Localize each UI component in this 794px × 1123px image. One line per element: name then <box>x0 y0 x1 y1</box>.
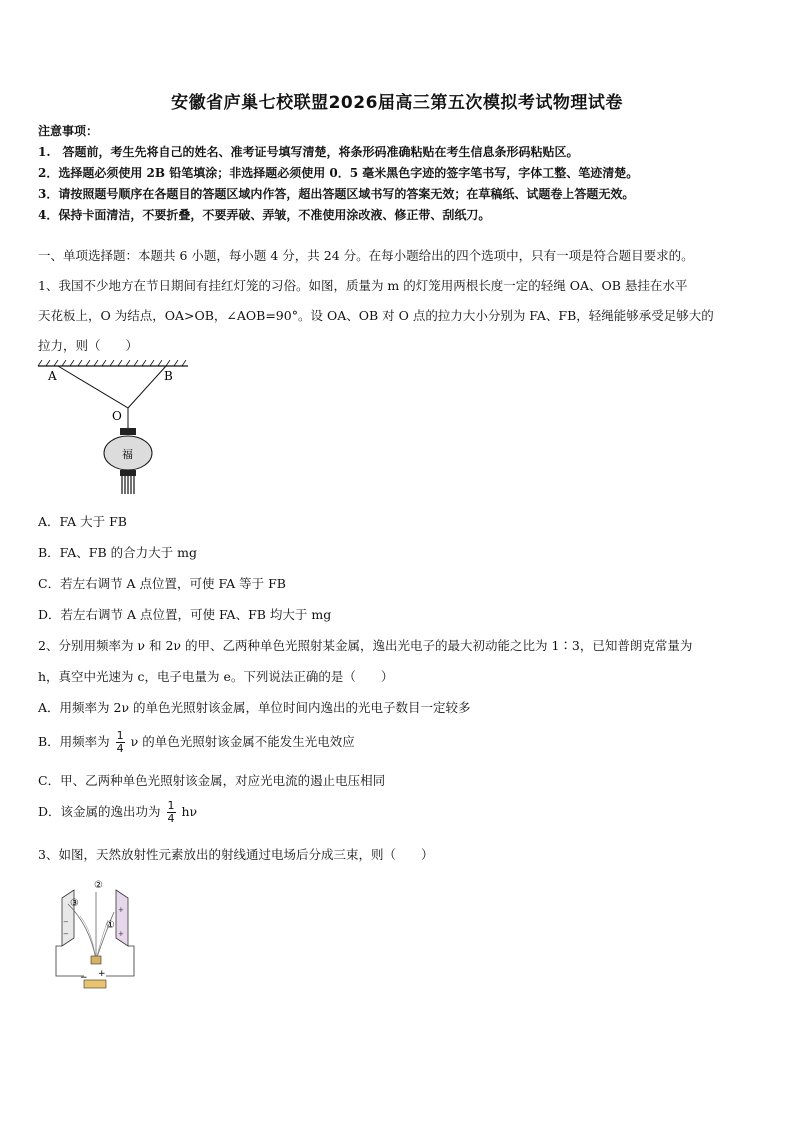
notice-item: 4．保持卡面清洁，不要折叠，不要弄破、弄皱，不准使用涂改液、修正带、刮纸刀。 <box>38 208 491 222</box>
fraction <box>167 800 176 825</box>
ray-1-label: ① <box>106 920 115 931</box>
q2-option-d-prefix: D．该金属的逸出功为 <box>38 804 161 819</box>
fraction-numerator: 1 <box>167 799 175 812</box>
q2-option-b-suffix: ν 的单色光照射该金属不能发生光电效应 <box>130 734 355 749</box>
q1-option-d: D．若左右调节 A 点位置，可使 FA、FB 均大于 mg <box>38 607 332 622</box>
q1-text: 拉力，则（ ） <box>38 338 139 353</box>
q3-text: 3、如图，天然放射性元素放出的射线通过电场后分成三束，则（ ） <box>38 847 434 862</box>
q2-text: h，真空中光速为 c，电子电量为 e。下列说法正确的是（ ） <box>38 669 394 684</box>
svg-text:−: − <box>63 918 69 926</box>
q3-radiation-figure <box>50 876 150 994</box>
q1-option-b: B．FA、FB 的合力大于 mg <box>38 545 197 560</box>
point-a-label: A <box>48 369 57 383</box>
fraction <box>116 730 125 755</box>
ray-3-label: ③ <box>70 898 79 909</box>
point-o-label: O <box>112 409 122 423</box>
battery-minus-label: − <box>80 973 88 983</box>
exam-title: 安徽省庐巢七校联盟2026届高三第五次模拟考试物理试卷 <box>171 93 623 113</box>
notice-item: 1. 答题前，考生先将自己的姓名、准考证号填写清楚，将条形码准确粘贴在考生信息条形码粘贴区。 <box>38 145 579 159</box>
q2-option-d <box>38 800 197 825</box>
q1-option-a: A．FA 大于 FB <box>38 514 127 529</box>
notice-item: 3．请按照题号顺序在各题目的答题区域内作答，超出答题区域书写的答案无效；在草稿纸、试题卷上答题无效。 <box>38 187 635 201</box>
notice-item: 2．选择题必须使用 2B 铅笔填涂；非选择题必须使用 0．5 毫米黑色字迹的签字笔书写，字体工整、笔迹清楚。 <box>38 166 639 180</box>
fraction-denominator: 4 <box>167 812 175 825</box>
q2-option-d-suffix: hν <box>181 804 198 819</box>
svg-text:−: − <box>63 930 69 938</box>
svg-text:+: + <box>118 930 124 938</box>
q2-text: 2、分别用频率为 ν 和 2ν 的甲、乙两种单色光照射某金属，逸出光电子的最大初动能之比为 1∶3，已知普朗克常量为 <box>38 638 693 653</box>
section-heading: 一、单项选择题：本题共 6 小题，每小题 4 分，共 24 分。在每小题给出的四个选项中，只有一项是符合题目要求的。 <box>38 248 694 263</box>
q1-text: 天花板上，O 为结点，OA>OB，∠AOB=90°。设 OA、OB 对 O 点的拉力大小分别为 FA、FB，轻绳能够承受足够大的 <box>38 308 714 323</box>
lantern-character: 福 <box>122 448 133 461</box>
q1-text: 1、我国不少地方在节日期间有挂红灯笼的习俗。如图，质量为 m 的灯笼用两根长度一定的轻绳 OA、OB 悬挂在水平 <box>38 278 688 293</box>
battery-plus-label: + <box>98 969 106 979</box>
q2-option-a: A．用频率为 2ν 的单色光照射该金属，单位时间内逸出的光电子数目一定较多 <box>38 700 471 715</box>
q2-option-b-prefix: B．用频率为 <box>38 734 110 749</box>
notice-heading: 注意事项： <box>38 124 99 138</box>
point-b-label: B <box>164 369 173 383</box>
ray-2-label: ② <box>94 880 103 891</box>
fraction-denominator: 4 <box>116 742 124 755</box>
svg-text:+: + <box>118 906 124 914</box>
q2-option-b <box>38 730 355 755</box>
q2-option-c: C．甲、乙两种单色光照射该金属，对应光电流的遏止电压相同 <box>38 773 386 788</box>
q1-lantern-figure <box>36 360 196 500</box>
q1-option-c: C．若左右调节 A 点位置，可使 FA 等于 FB <box>38 576 286 591</box>
fraction-numerator: 1 <box>116 729 124 742</box>
